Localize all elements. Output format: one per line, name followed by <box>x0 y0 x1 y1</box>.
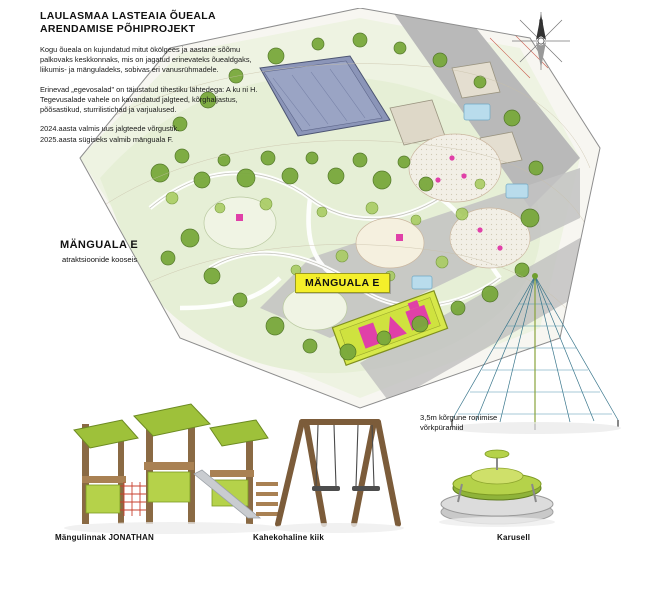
photo-play-castle <box>60 390 290 535</box>
label-playarea-e-subtitle: atraktsioonide kooseis <box>62 255 138 264</box>
photo-net-pyramid <box>440 270 630 435</box>
photo-double-swing <box>262 408 412 536</box>
description-paragraph-2: Erinevad „egevosalad" on täiustatud tihestiku lähtedega: A ku ni H. Tegevusalade vahele on kavandatud jalgteed, kõrghaljastus, põõsastikud, sturrilistichad ja varjualused. <box>40 84 258 115</box>
pyramid-note-line-2: võrkpüramiid <box>420 423 464 432</box>
caption-carousel: Karusell <box>497 533 531 542</box>
description-paragraph-4: 2025.aasta sügiseks valmib mänguala F. <box>40 135 174 145</box>
label-playarea-e-title: MÄNGUALA E <box>60 239 139 251</box>
badge-playarea-e: MÄNGUALA E <box>295 273 390 293</box>
caption-double-swing: Kahekohaline kiik <box>253 533 324 542</box>
pyramid-note-line-1: 3,5m kõrgune ronimise <box>420 413 498 422</box>
description-paragraph-1: Kogu õueala on kujundatud mitut ökölgees ja aastane sõõmu palkovaks keskkonnaks, mis on jagatud erinevateks õuealdgaks, liikumis- ja mänguladeks, sobivas eri vanusrühmadele. <box>40 45 252 75</box>
compass-north-label: N <box>538 20 544 26</box>
photo-carousel <box>432 440 562 530</box>
caption-play-castle: Mängulinnak JONATHAN <box>55 533 154 542</box>
title-block <box>40 10 340 146</box>
pyramid-note <box>420 413 497 433</box>
description-paragraph-3: 2024.aasta valmis uus jalgteede võrgustik. <box>40 124 180 134</box>
compass-rose <box>510 10 572 72</box>
project-title-line-1: LAULASMAA LASTEAIA ÕUEALA <box>40 10 216 22</box>
project-title-line-2: ARENDAMISE PÕHIPROJEKT <box>40 23 196 35</box>
